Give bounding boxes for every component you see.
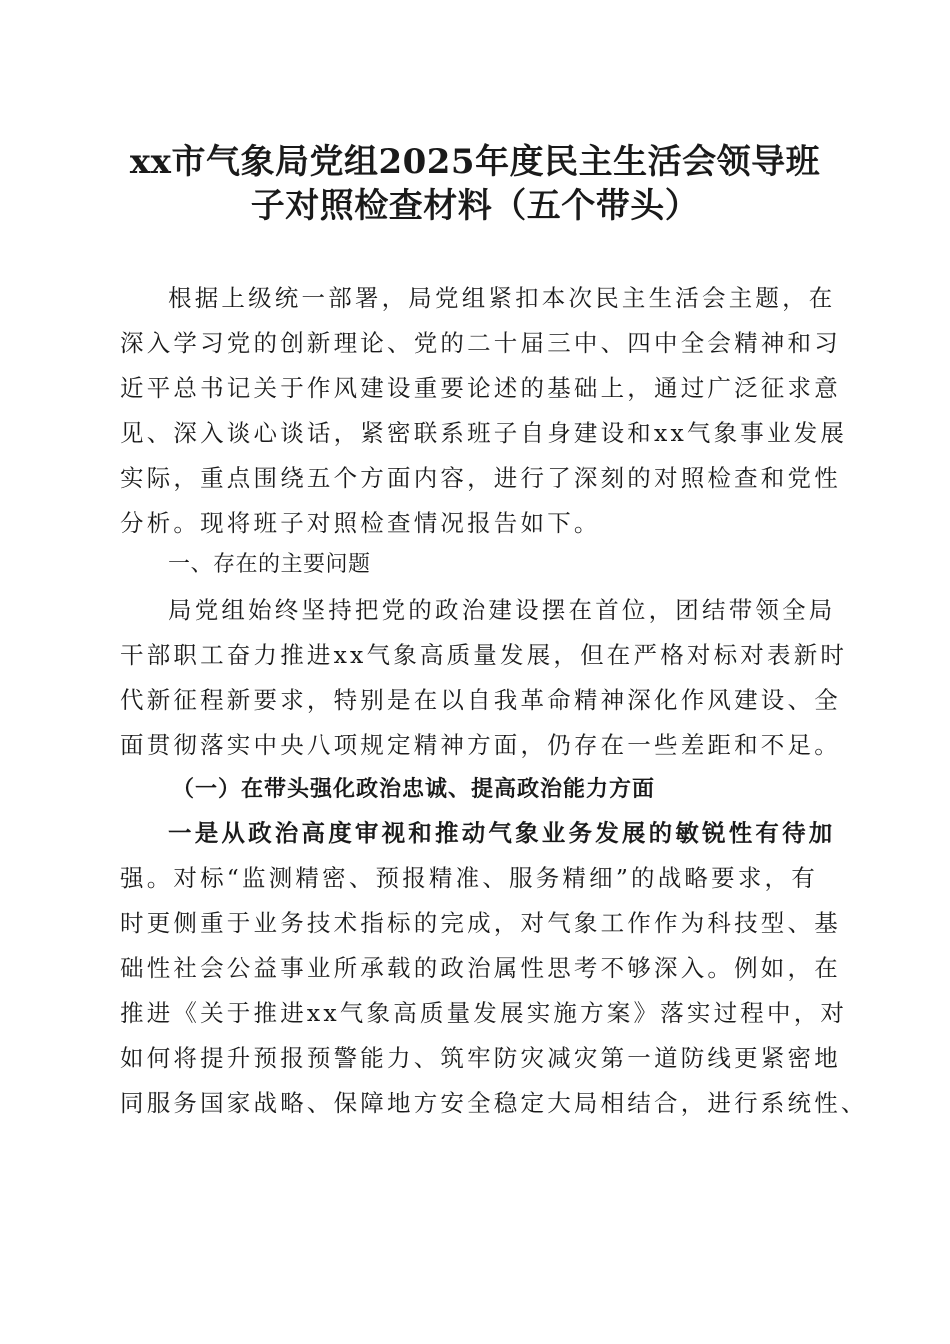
section-line: 干部职工奋力推进xx气象高质量发展，但在严格对标对表新时 <box>120 641 848 669</box>
point-line: 如何将提升预报预警能力、筑牢防灾减灾第一道防线更紧密地 <box>120 1044 841 1072</box>
point-line: 础性社会公益事业所承载的政治属性思考不够深入。例如，在 <box>120 954 841 982</box>
intro-line: 实际，重点围绕五个方面内容，进行了深刻的对照检查和党性 <box>120 464 841 492</box>
point-line: 时更侧重于业务技术指标的完成，对气象工作作为科技型、基 <box>120 909 841 937</box>
intro-line: 近平总书记关于作风建设重要论述的基础上，通过广泛征求意 <box>120 374 841 402</box>
section-line: 面贯彻落实中央八项规定精神方面，仍存在一些差距和不足。 <box>120 731 841 759</box>
point-lead-line: 一是从政治高度审视和推动气象业务发展的敏锐性有待加 <box>168 819 836 847</box>
section-heading: 一、存在的主要问题 <box>168 552 371 577</box>
document-title-line-1: xx市气象局党组2025年度民主生活会领导班 <box>129 142 821 182</box>
point-line: 推进《关于推进xx气象高质量发展实施方案》落实过程中，对 <box>120 999 848 1027</box>
section-line: 代新征程新要求，特别是在以自我革命精神深化作风建设、全 <box>120 686 841 714</box>
intro-line: 见、深入谈心谈话，紧密联系班子自身建设和xx气象事业发展 <box>120 419 848 447</box>
intro-line: 根据上级统一部署，局党组紧扣本次民主生活会主题，在 <box>168 284 836 312</box>
intro-line: 深入学习党的创新理论、党的二十届三中、四中全会精神和习 <box>120 329 841 357</box>
document-title-line-2: 子对照检查材料（五个带头） <box>250 186 700 226</box>
point-line: 强。对标“监测精密、预报精准、服务精细”的战略要求，有 <box>120 864 818 892</box>
intro-line: 分析。现将班子对照检查情况报告如下。 <box>120 509 601 537</box>
section-line: 局党组始终坚持把党的政治建设摆在首位，团结带领全局 <box>168 596 836 624</box>
point-line: 同服务国家战略、保障地方安全稳定大局相结合，进行系统性、 <box>120 1089 868 1117</box>
subsection-heading: （一）在带头强化政治忠诚、提高政治能力方面 <box>172 776 656 802</box>
